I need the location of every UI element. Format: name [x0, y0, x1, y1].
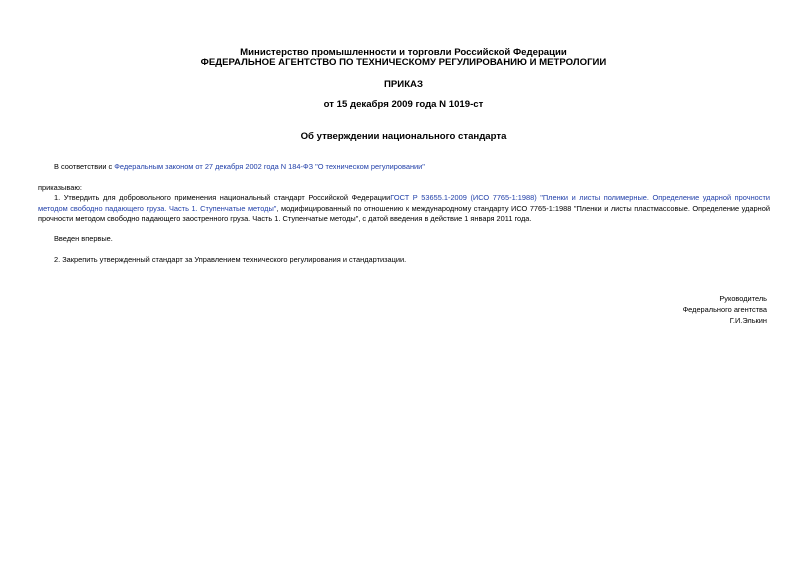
item-1-prefix: 1. Утвердить для добровольного применения национальный стандарт Российской Федерации [54, 193, 391, 202]
agency-name: ФЕДЕРАЛЬНОЕ АГЕНТСТВО ПО ТЕХНИЧЕСКОМУ РЕГУЛИРОВАНИЮ И МЕТРОЛОГИИ [200, 57, 607, 68]
ministry-name: Министерство промышленности и торговли Российской Федерации [240, 47, 567, 58]
item-1-suffix: , модифицированный по отношению к международному стандарту ИСО 7765-1:1988 "Пленки и листы пластмассовые. Определение ударной прочности методом свободно падающего заостренного груза. Часть 1. Ступенчатые методы", с датой введения в действие 1 января 2011 года. [38, 203, 770, 224]
federal-law-link[interactable]: Федеральным законом от 27 декабря 2002 года N 184-ФЗ "О техническом регулировании" [114, 162, 425, 171]
item-2-paragraph: 2. Закрепить утвержденный стандарт за Управлением технического регулирования и стандартизации. [54, 255, 407, 264]
signature-org: Федерального агентства [682, 305, 767, 314]
first-time-note: Введен впервые. [54, 234, 113, 243]
signature-name: Г.И.Элькин [729, 316, 767, 325]
document-date: от 15 декабря 2009 года N 1019-ст [323, 99, 484, 110]
signature-title: Руководитель [719, 294, 767, 303]
preamble-prefix: В соответствии с [54, 162, 115, 171]
gost-standard-link[interactable]: ГОСТ Р 53655.1-2009 (ИСО 7765-1:1988) "Пленки и листы полимерные. Определение ударной прочности методом свободно падающего груза. Часть 1. Ступенчатые методы" [38, 193, 770, 213]
order-word: приказываю: [38, 183, 82, 192]
item-1-paragraph [38, 193, 770, 225]
document-type: ПРИКАЗ [384, 79, 423, 90]
preamble [54, 162, 425, 173]
document-subject: Об утверждении национального стандарта [300, 131, 507, 142]
